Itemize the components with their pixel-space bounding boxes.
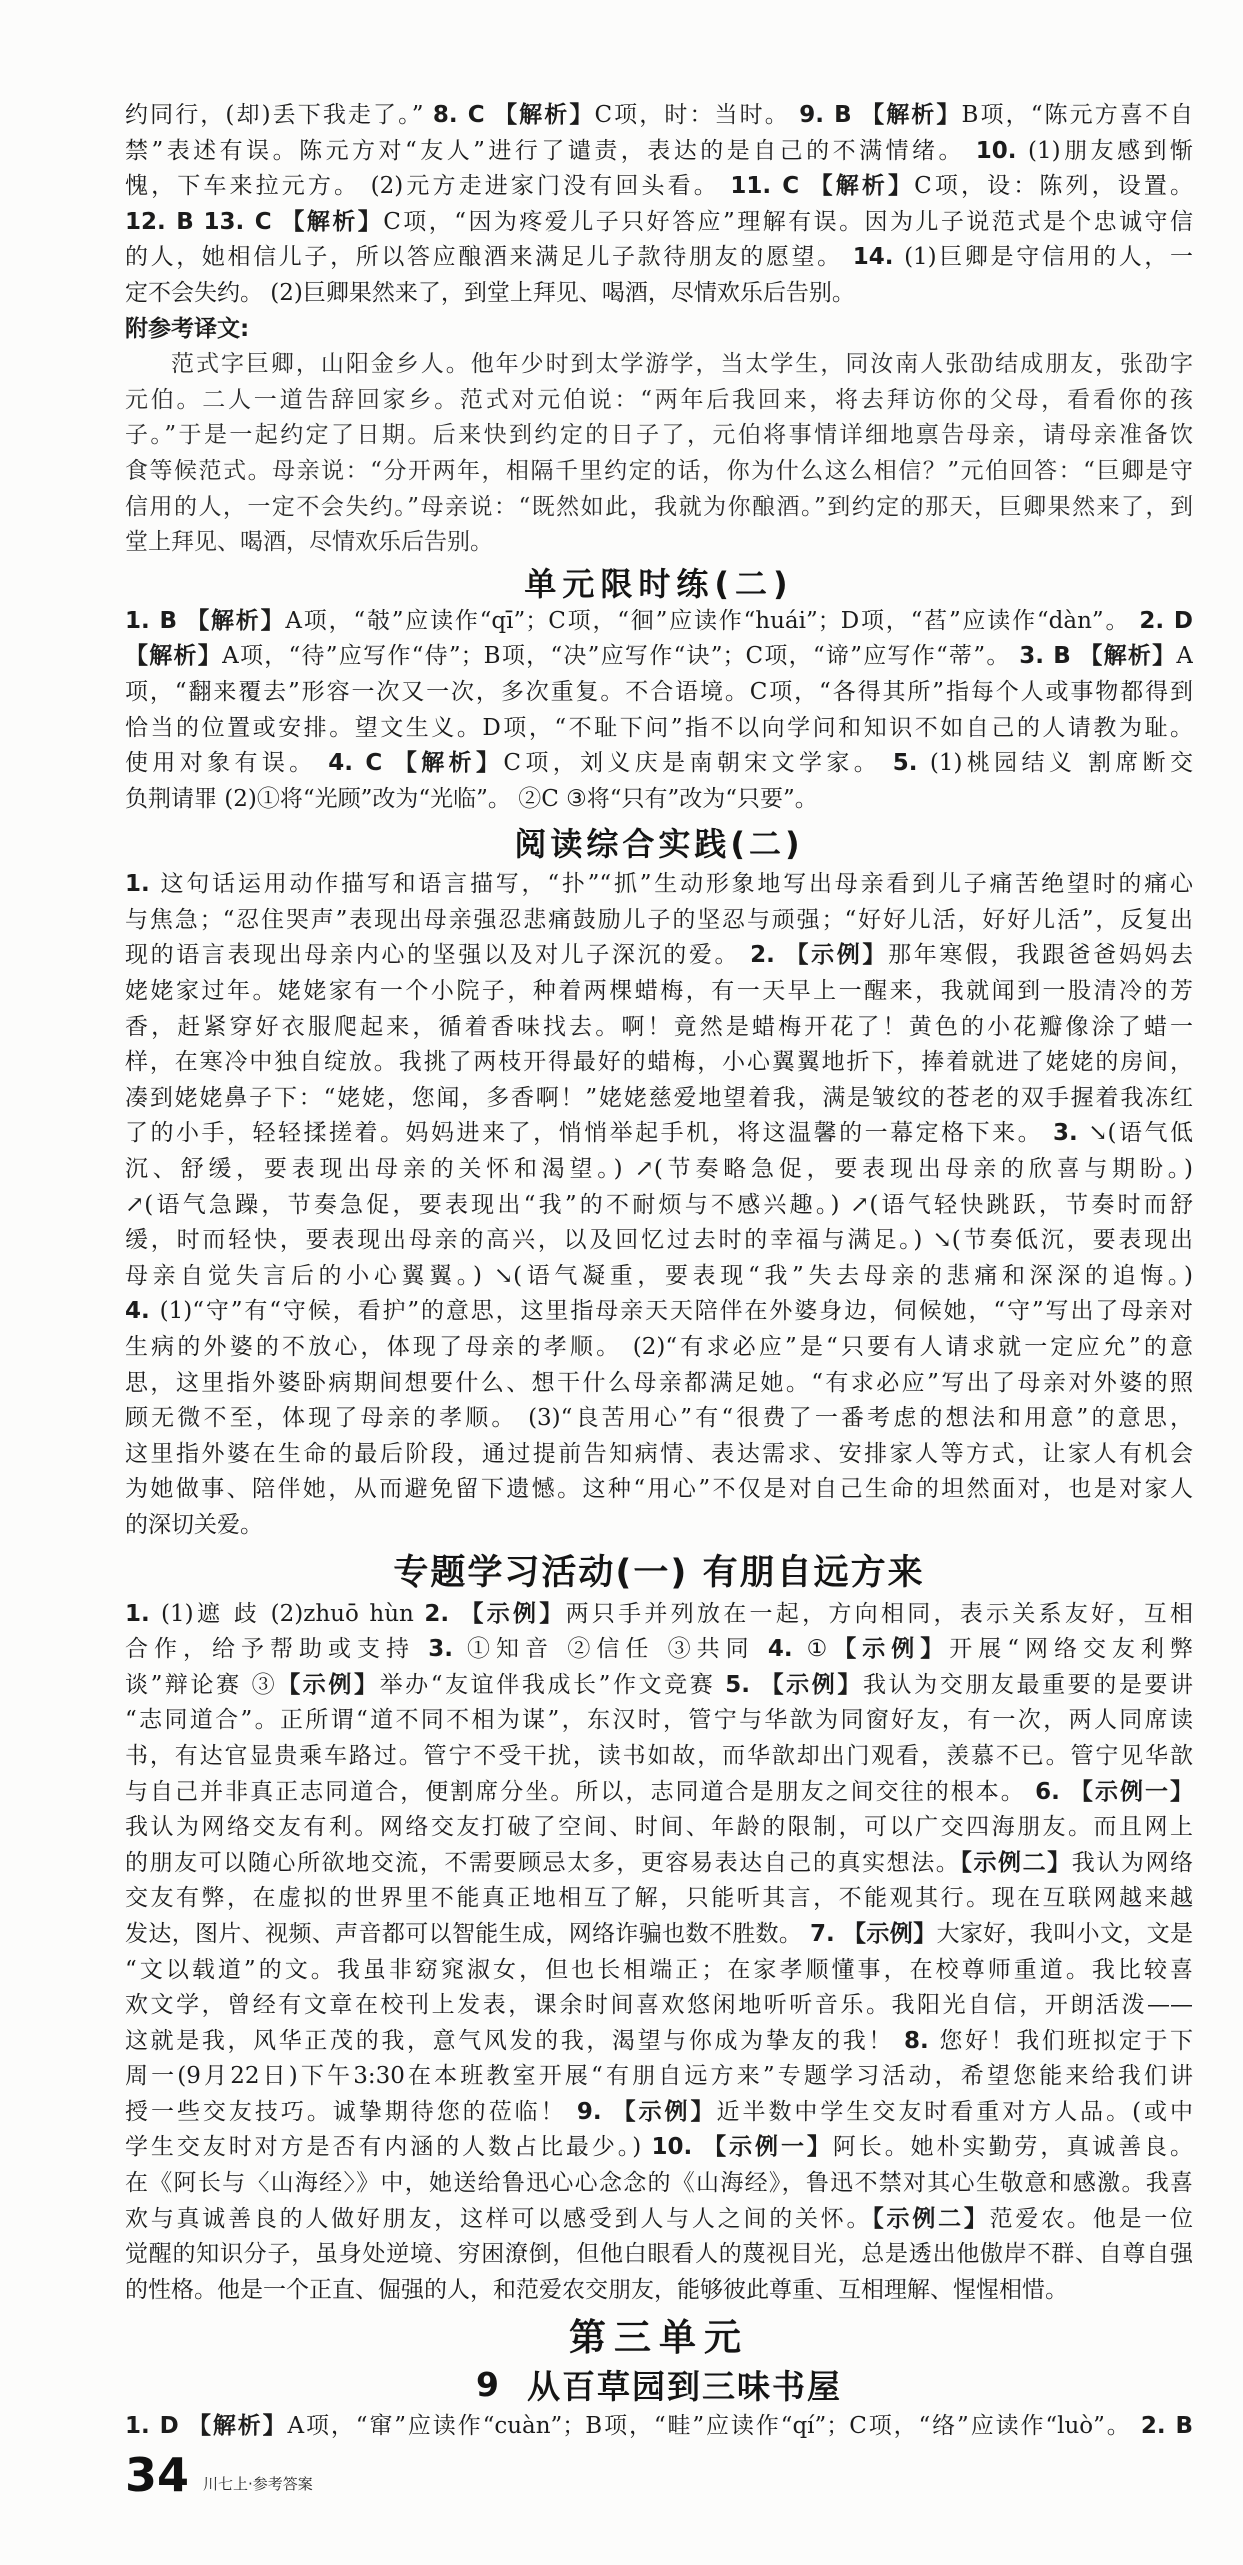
text-line: 约同行，(却)丢下我走了。” 8. C 【解析】C项，时：当时。 9. B 【解析】B项，“陈元方喜不自 (125, 102, 1193, 128)
section-heading-reading-practice: 阅读综合实践(二) (514, 825, 804, 864)
bold-run: 2. B (1140, 2413, 1193, 2440)
text-line: 【解析】A项，“待”应写作“侍”；B项，“决”应写作“诀”；C项，“谛”应写作“蒂”。 3. B 【解析】A (125, 643, 1193, 670)
bold-run: 【解析】 (861, 102, 962, 128)
text-line: 现的语言表现出母亲内心的坚强以及对儿子深沉的爱。 2. 【示例】那年寒假，我跟爸爸妈妈去 (125, 942, 1193, 969)
text-line: 这里指外婆在生命的最后阶段，通过提前告知病情、表达需求、安排家人等方式，让家人有机会 (125, 1440, 1193, 1467)
text-line: 沉、舒缓，要表现出母亲的关怀和渴望。) ↗(节奏略急促，要表现出母亲的欣喜与期盼。) (125, 1156, 1193, 1183)
text-line: 1. D 【解析】A项，“窜”应读作“cuàn”；B项，“畦”应读作“qí”；C项，“络”应读作“luò”。 2. B (125, 2413, 1193, 2440)
text-line: 禁”表述有误。陈元方对“友人”进行了谴责，表达的是自己的不满情绪。 10. (1)朋友感到惭 (125, 137, 1193, 164)
bold-run: 14. (852, 244, 905, 271)
bold-run: 【示例】 (785, 942, 889, 969)
text-line: 食等候范式。母亲说：“分开两年，相隔千里约定的话，你为什么这么相信？”元伯回答：“巨卿是守 (125, 457, 1193, 484)
bold-run: 9. (576, 2098, 613, 2125)
footer-label: 川七上·参考答案 (203, 2475, 313, 2493)
bold-run: 【解析】 (393, 750, 504, 777)
text-line: 的深切关爱。 (125, 1511, 263, 1538)
bold-run: 12. B (125, 208, 194, 235)
text-line: 4. (1)“守”有“守候，看护”的意思，这里指母亲天天陪伴在外婆身边，伺候她，“守”写出了母亲对 (125, 1298, 1193, 1325)
text-line: 愧，下车来拉元方。 (2)元方走进家门没有回头看。 11. C 【解析】C项，设：陈列，设置。 (125, 173, 1193, 200)
text-line: 觉醒的知识分子，虽身处逆境、穷困潦倒，但他白眼看人的蔑视目光，总是透出他傲岸不群、自尊自强 (125, 2241, 1193, 2268)
text-line: 在《阿长与〈山海经〉》中，她送给鲁迅心心念念的《山海经》，鲁迅不禁对其心生敬意和感激。我喜 (125, 2170, 1193, 2197)
text-line: 缓，时而轻快，要表现出母亲的高兴，以及回忆过去时的幸福与满足。) ↘(节奏低沉，要表现出 (125, 1227, 1193, 1254)
text-line: 的性格。他是一个正直、倔强的人，和范爱农交朋友，能够彼此尊重、互相理解、惺惺相惜。 (125, 2276, 1068, 2303)
bold-run: 【解析】 (809, 173, 915, 200)
bold-run: 4. (767, 1636, 807, 1663)
bold-run: 【解析】 (281, 208, 384, 235)
text-line: 与自己并非真正志同道合，便割席分坐。所以，志同道合是朋友之间交往的根本。 6. 【示例一】 (125, 1778, 1193, 1805)
text-line: 的朋友可以随心所欲地交流，不需要顾忌太多，更容易表达自己的真实想法。【示例二】我认为网络 (125, 1849, 1193, 1876)
text-line: 的人，她相信儿子，所以答应酿酒来满足儿子款待朋友的愿望。 14. (1)巨卿是守信用的人，一 (125, 244, 1193, 271)
bold-run: 2. (424, 1600, 461, 1627)
bold-run: 【示例】 (833, 1636, 950, 1663)
page-footer (125, 2448, 313, 2502)
unit-test-answers (125, 604, 1193, 818)
bold-run: 【解析】 (494, 102, 595, 128)
bold-run: 【示例】 (760, 1671, 863, 1698)
bold-run: 1. D (125, 2413, 179, 2440)
page-content (125, 98, 1193, 2445)
bold-run: 【解析】 (125, 643, 223, 670)
bold-run: 【示例】 (843, 1920, 937, 1947)
text-line: 定不会失约。 (2)巨卿果然来了，到堂上拜见、喝酒，尽情欢乐后告别。 (125, 279, 855, 306)
bold-run: 【解析】 (1079, 643, 1177, 670)
text-line: 使用对象有误。 4. C 【解析】C项，刘义庆是南朝宋文学家。 5. (1)桃园结义 割席断交 (125, 750, 1193, 777)
answers-continued (125, 98, 1193, 312)
bold-run: 1. (125, 1600, 162, 1627)
page-number: 34 (125, 2448, 190, 2502)
text-line: 学生交友时对方是否有内涵的人数占比最少。) 10. 【示例一】阿长。她朴实勤劳，真诚善良。 (125, 2134, 1193, 2161)
text-line: 欢与真诚善良的人做好朋友，这样可以感受到人与人之间的关怀。【示例二】范爱农。他是一位 (125, 2205, 1193, 2232)
text-line: 负荆请罪 (2)①将“光顾”改为“光临”。 ②C ③将“只有”改为“只要”。 (125, 785, 818, 812)
bold-run: 10. (975, 137, 1029, 164)
lesson-heading (125, 2360, 1193, 2409)
text-line: 凑到姥姥鼻子下：“姥姥，您闻，多香啊！”姥姥慈爱地望着我，满是皱纹的苍老的双手握着我冻红 (125, 1084, 1193, 1111)
bold-run: 7. (809, 1920, 844, 1947)
topic-activity-answers (125, 1597, 1193, 2309)
text-line: 范式字巨卿，山阳金乡人。他年少时到太学游学，当太学生，同汝南人张劭结成朋友，张劭字 (171, 351, 1193, 378)
section-heading-topic-activity: 专题学习活动(一) 有朋自远方来 (393, 1553, 925, 1594)
text-line: 生病的外婆的不放心，体现了母亲的孝顺。 (2)“有求必应”是“只要有人请求就一定应允”的意 (125, 1334, 1193, 1360)
text-line: 顾无微不至，体现了母亲的孝顺。 (3)“良苦用心”有“很费了一番考虑的想法和用意”的意思， (125, 1405, 1193, 1432)
reference-translation (125, 347, 1193, 561)
bold-run: 【示例二】 (960, 1849, 1072, 1876)
text-line: ↗(语气急躁，节奏急促，要表现出“我”的不耐烦与不感兴趣。) ↗(语气轻快跳跃，节奏时而舒 (125, 1191, 1193, 1218)
text-line: 为她做事、陪伴她，从而避免留下遗憾。这种“用心”不仅是对自己生命的坦然面对，也是对家人 (125, 1476, 1193, 1503)
text-line: 样，在寒冷中独自绽放。我挑了两枝开得最好的蜡梅，小心翼翼地折下，捧着就进了姥姥的房间， (125, 1049, 1193, 1076)
text-line: 1. (1)遮 歧 (2)zhuō hùn 2. 【示例】两只手并列放在一起，方向相同，表示关系友好，互相 (125, 1600, 1193, 1627)
translation-label: 附参考译文: (125, 315, 250, 342)
text-line: 合作，给予帮助或支持 3. ①知音 ②信任 ③共同 4. ①【示例】开展“网络交友利弊 (125, 1636, 1193, 1663)
text-line: 子。”于是一起约定了日期。后来快到约定的日子了，元伯将事情详细地禀告母亲，请母亲准备饮 (125, 422, 1193, 449)
bold-run: 【示例】 (460, 1600, 566, 1627)
bold-run: 9. B (799, 102, 852, 128)
bold-run: 10. (651, 2134, 704, 2161)
bold-run: 4. C (328, 750, 383, 777)
text-line: 授一些交友技巧。诚挚期待您的莅临！ 9. 【示例】近半数中学生交友时看重对方人品。(或中 (125, 2098, 1193, 2125)
text-line: 12. B 13. C 【解析】C项，“因为疼爱儿子只好答应”理解有误。因为儿子说范式是个忠诚守信 (125, 208, 1193, 235)
bold-run: 8. (903, 2027, 940, 2054)
bold-run: 6. (1035, 1778, 1070, 1805)
unit-heading: 第三单元 (569, 2316, 749, 2360)
text-line: 谈”辩论赛 ③【示例】举办“友谊伴我成长”作文竞赛 5. 【示例】我认为交朋友最重要的是要讲 (125, 1671, 1193, 1698)
bold-run: 3. (428, 1636, 468, 1663)
text-line: 周一(9月22日)下午3:30在本班教室开展“有朋自远方来”专题学习活动，希望您能来给我们讲 (125, 2063, 1193, 2090)
text-line: 与焦急；“忍住哭声”表现出母亲强忍悲痛鼓励儿子的坚忍与顽强；“好好儿活，好好儿活”，反复出 (125, 906, 1193, 933)
bold-run: 1. (125, 871, 161, 898)
text-line: 思，这里指外婆卧病期间想要什么、想干什么母亲都满足她。“有求必应”写出了母亲对外婆的照 (125, 1369, 1193, 1396)
text-line: 1. B 【解析】A项，“攲”应读作“qī”；C项，“徊”应读作“huái”；D项，“萏”应读作“dàn”。 2. D (125, 607, 1193, 634)
text-line: 恰当的位置或安排。望文生义。D项，“不耻下问”指不以向学问和知识不如自己的人请教为耻。 (125, 714, 1193, 741)
text-line: 我认为网络交友有利。网络交友打破了空间、时间、年龄的限制，可以广交四海朋友。而且网上 (125, 1814, 1193, 1841)
text-line: 书，有达官显贵乘车路过。管宁不受干扰，读书如故，而华歆却出门观看，羡慕不已。管宁见华歆 (125, 1742, 1193, 1769)
text-line: “文以载道”的文。我虽非窈窕淑女，但也长相端正；在家孝顺懂事，在校尊师重道。我比较喜 (125, 1956, 1193, 1983)
bold-run: 【示例一】 (1069, 1778, 1193, 1805)
lesson-title: 从百草园到三味书屋 (526, 2367, 842, 2407)
bold-run: 5. (725, 1671, 761, 1698)
text-line: 这就是我，风华正茂的我，意气风发的我，渴望与你成为挚友的我！ 8. 您好！我们班拟定于下 (125, 2027, 1193, 2054)
text-line: 信用的人，一定不会失约。”母亲说：“既然如此，我就为你酿酒。”到约定的那天，巨卿果然来了，到 (125, 493, 1193, 520)
text-line: “志同道合”。正所谓“道不同不相为谋”，东汉时，管宁与华歆为同窗好友，有一次，两人同席读 (125, 1707, 1193, 1734)
bold-run: 【示例一】 (703, 2134, 833, 2161)
text-line: 1. 这句话运用动作描写和语言描写，“扑”“抓”生动形象地写出母亲看到儿子痛苦绝望时的痛心 (125, 871, 1193, 898)
text-line: 母亲自觉失言后的小心翼翼。) ↘(语气凝重，要表现“我”失去母亲的悲痛和深深的追悔。) (125, 1262, 1193, 1289)
section-heading-unit-test: 单元限时练(二) (524, 565, 794, 604)
bold-run: 2. D (1139, 607, 1193, 634)
bold-run: 【示例】 (277, 1671, 380, 1698)
reading-practice-answers (125, 867, 1193, 1543)
bold-run: 13. C (203, 208, 272, 235)
text-line: 交友有弊，在虚拟的世界里不能真正地相互了解，只能听其言，不能观其行。现在互联网越来越 (125, 1885, 1193, 1912)
bold-run: 【解析】 (186, 607, 286, 634)
bold-run: 【示例】 (612, 2098, 717, 2125)
bold-run: 3. (1052, 1120, 1089, 1147)
bold-run: 【解析】 (187, 2413, 288, 2440)
text-line: 姥姥家过年。姥姥家有一个小院子，种着两棵蜡梅，有一天早上一醒来，我就闻到一股清冷的芳 (125, 978, 1193, 1005)
lesson-number: 9 (476, 2365, 501, 2405)
text-line: 发达，图片、视频、声音都可以智能生成，网络诈骗也数不胜数。 7. 【示例】大家好，我叫小文，文是 (125, 1920, 1193, 1947)
bold-run: 【示例二】 (872, 2205, 990, 2232)
bold-run: 2. (750, 942, 786, 969)
text-line: 香，赶紧穿好衣服爬起来，循着香味找去。啊！竟然是蜡梅开花了！黄色的小花瓣像涂了蜡一 (125, 1013, 1193, 1040)
bold-run: 11. C (730, 173, 800, 200)
text-line: 欢文学，曾经有文章在校刊上发表，课余时间喜欢悠闲地听听音乐。我阳光自信，开朗活泼—— (125, 1992, 1193, 2019)
text-line: 项，“翻来覆去”形容一次又一次，多次重复。不合语境。C项，“各得其所”指每个人或事物都得到 (125, 678, 1193, 705)
text-line: 堂上拜见、喝酒，尽情欢乐后告别。 (125, 529, 493, 556)
bold-run: 1. B (125, 607, 178, 634)
bold-run: 8. C (432, 102, 485, 128)
text-line: 元伯。二人一道告辞回家乡。范式对元伯说：“两年后我回来，将去拜访你的父母，看看你的孩 (125, 386, 1193, 413)
bold-run: 3. B (1019, 643, 1071, 670)
text-line: 了的小手，轻轻揉搓着。妈妈进来了，悄悄举起手机，将这温馨的一幕定格下来。 3. ↘(语气低 (125, 1120, 1193, 1147)
bold-run: 4. (125, 1298, 160, 1325)
lesson-answers (125, 2409, 1193, 2445)
bold-run: 5. (892, 750, 930, 777)
